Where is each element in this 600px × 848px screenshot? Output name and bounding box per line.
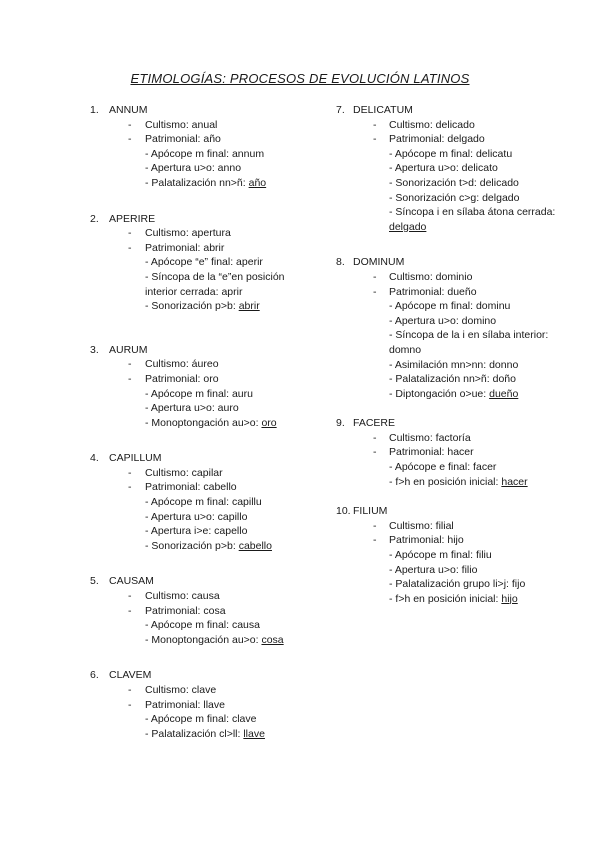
entry-heading xyxy=(90,103,315,118)
latin-word: CAPILLUM xyxy=(109,452,162,465)
dash-bullet: - xyxy=(128,241,132,254)
process-text: - Apertura u>o: auro xyxy=(145,402,239,415)
left-column xyxy=(90,103,315,741)
patrimonial-line xyxy=(336,285,561,300)
cultismo-line xyxy=(336,270,561,285)
cultismo-text: Cultismo: apertura xyxy=(145,227,231,240)
process-text: - Palatalización nn>ñ: xyxy=(145,176,249,189)
process-line xyxy=(336,205,561,234)
process-line xyxy=(336,577,561,592)
patrimonial-line xyxy=(336,445,561,460)
process-text: - Apócope e final: facer xyxy=(389,461,497,474)
patrimonial-text: Patrimonial: cabello xyxy=(145,481,237,494)
process-text: - Síncopa i en sílaba átona cerrada: xyxy=(389,206,556,219)
latin-word: ANNUM xyxy=(109,104,148,116)
cultismo-line xyxy=(336,431,561,446)
process-line xyxy=(336,563,561,578)
process-text: - Diptongación o>ue: xyxy=(389,387,490,400)
patrimonial-text: Patrimonial: hijo xyxy=(389,534,464,547)
process-text: - Apócope m final: annum xyxy=(145,147,265,160)
entry-heading xyxy=(336,103,561,118)
etymology-entry xyxy=(336,504,561,606)
entry-number: 5. xyxy=(90,575,99,588)
dash-bullet: - xyxy=(373,431,377,444)
patrimonial-line xyxy=(90,480,315,495)
entry-heading xyxy=(90,451,315,466)
process-text: - Sonorización p>b: xyxy=(145,539,239,552)
dash-bullet: - xyxy=(128,372,132,385)
process-text: - Síncopa de la “e”en posición interior cerrada: aprir xyxy=(145,270,285,298)
latin-word: CLAVEM xyxy=(109,669,152,682)
result-word: hijo xyxy=(501,592,518,605)
process-line xyxy=(336,161,561,176)
latin-word: AURUM xyxy=(109,343,148,356)
etymology-entry xyxy=(90,343,315,431)
result-word: oro xyxy=(261,416,277,429)
entry-number: 6. xyxy=(90,669,99,682)
process-line xyxy=(336,372,561,387)
dash-bullet: - xyxy=(128,466,132,479)
etymology-entry xyxy=(90,451,315,553)
patrimonial-text: Patrimonial: cosa xyxy=(145,604,226,617)
result-word: año xyxy=(248,176,267,189)
process-text: - Apócope m final: clave xyxy=(145,713,257,726)
process-line xyxy=(90,727,315,742)
cultismo-text: Cultismo: delicado xyxy=(389,118,475,131)
process-text: - Monoptongación au>o: xyxy=(145,416,262,429)
latin-word: APERIRE xyxy=(109,212,156,225)
etymology-entry xyxy=(336,255,561,401)
patrimonial-line xyxy=(336,132,561,147)
process-line xyxy=(336,314,561,329)
process-text: - Apertura i>e: capello xyxy=(145,525,248,538)
patrimonial-line xyxy=(336,533,561,548)
process-line xyxy=(336,299,561,314)
latin-word: DOMINUM xyxy=(353,256,405,269)
etymology-entry xyxy=(90,212,315,314)
dash-bullet: - xyxy=(128,133,132,146)
entry-heading xyxy=(336,416,561,431)
etymology-entry xyxy=(90,668,315,741)
entry-number: 8. xyxy=(336,256,345,269)
process-text: - Apócope m final: dominu xyxy=(389,300,511,313)
cultismo-line xyxy=(90,118,315,133)
entry-heading xyxy=(90,212,315,227)
dash-bullet: - xyxy=(373,285,377,298)
dash-bullet: - xyxy=(128,481,132,494)
entry-heading xyxy=(90,574,315,589)
patrimonial-text: Patrimonial: oro xyxy=(145,372,219,385)
dash-bullet: - xyxy=(373,534,377,547)
process-text: - Apócope m final: delicatu xyxy=(389,147,513,160)
process-text: - Apócope m final: capillu xyxy=(145,496,262,509)
dash-bullet: - xyxy=(128,227,132,240)
result-word: hacer xyxy=(501,475,528,488)
dash-bullet: - xyxy=(373,118,377,131)
dash-bullet: - xyxy=(373,519,377,532)
process-line xyxy=(336,328,561,357)
process-text: - Apertura u>o: domino xyxy=(389,314,497,327)
etymology-entry xyxy=(90,574,315,647)
cultismo-line xyxy=(90,589,315,604)
process-text: - Sonorización t>d: delicado xyxy=(389,176,519,189)
result-word: delgado xyxy=(389,220,427,233)
process-text: - Sonorización p>b: xyxy=(145,300,239,313)
patrimonial-line xyxy=(90,132,315,147)
process-line xyxy=(90,401,315,416)
entry-number: 1. xyxy=(90,104,99,116)
process-line xyxy=(90,299,315,314)
process-line xyxy=(336,460,561,475)
patrimonial-text: Patrimonial: llave xyxy=(145,698,225,711)
result-word: dueño xyxy=(489,387,519,400)
process-line xyxy=(90,176,315,191)
process-text: - Síncopa de la i en sílaba interior: domno xyxy=(389,329,549,356)
cultismo-line xyxy=(90,357,315,372)
process-line xyxy=(90,524,315,539)
entry-number: 10. xyxy=(336,505,351,518)
process-text: - f>h en posición inicial: xyxy=(389,475,502,488)
entry-number: 3. xyxy=(90,343,99,356)
patrimonial-text: Patrimonial: dueño xyxy=(389,285,477,298)
dash-bullet: - xyxy=(128,358,132,371)
entry-number: 9. xyxy=(336,417,345,430)
process-line xyxy=(90,147,315,162)
process-text: - Palatalización grupo li>j: fijo xyxy=(389,578,526,591)
dash-bullet: - xyxy=(128,604,132,617)
process-text: - Monoptongación au>o: xyxy=(145,633,262,646)
process-text: - Apócope m final: filiu xyxy=(389,549,492,562)
process-line xyxy=(336,358,561,373)
process-text: - Palatalización cl>ll: xyxy=(145,727,244,740)
cultismo-text: Cultismo: filial xyxy=(389,519,454,532)
process-line xyxy=(336,548,561,563)
patrimonial-text: Patrimonial: hacer xyxy=(389,446,474,459)
process-text: - Apócope m final: causa xyxy=(145,619,260,632)
process-line xyxy=(90,510,315,525)
entry-number: 4. xyxy=(90,452,99,465)
entry-heading xyxy=(336,255,561,270)
cultismo-text: Cultismo: áureo xyxy=(145,358,219,371)
process-line xyxy=(90,270,315,299)
process-text: - Asimilación mn>nn: donno xyxy=(389,358,519,371)
dash-bullet: - xyxy=(128,698,132,711)
patrimonial-line xyxy=(90,372,315,387)
result-word: llave xyxy=(243,727,265,740)
entry-heading xyxy=(336,504,561,519)
patrimonial-text: Patrimonial: año xyxy=(145,133,221,146)
process-text: - Apertura u>o: capillo xyxy=(145,510,248,523)
patrimonial-line xyxy=(90,698,315,713)
process-line xyxy=(336,592,561,607)
patrimonial-line xyxy=(90,604,315,619)
latin-word: FACERE xyxy=(353,417,396,430)
etymology-entry xyxy=(336,103,561,234)
process-text: - Apertura u>o: anno xyxy=(145,162,242,175)
cultismo-text: Cultismo: clave xyxy=(145,684,217,696)
process-text: - Apertura u>o: delicato xyxy=(389,162,498,175)
page-title: ETIMOLOGÍAS: PROCESOS DE EVOLUCIÓN LATINOS xyxy=(130,71,470,86)
process-text: - Sonorización c>g: delgado xyxy=(389,191,520,204)
process-line xyxy=(90,495,315,510)
process-line xyxy=(90,255,315,270)
process-line xyxy=(90,387,315,402)
dash-bullet: - xyxy=(128,684,132,696)
process-line xyxy=(336,176,561,191)
cultismo-line xyxy=(336,118,561,133)
cultismo-text: Cultismo: causa xyxy=(145,590,220,603)
latin-word: DELICATUM xyxy=(353,104,413,116)
dash-bullet: - xyxy=(373,133,377,146)
process-line xyxy=(90,633,315,648)
cultismo-text: Cultismo: capilar xyxy=(145,466,223,479)
dash-bullet: - xyxy=(128,590,132,603)
patrimonial-line xyxy=(90,241,315,256)
process-text: - f>h en posición inicial: xyxy=(389,592,502,605)
cultismo-line xyxy=(90,466,315,481)
patrimonial-text: Patrimonial: delgado xyxy=(389,133,485,146)
dash-bullet: - xyxy=(128,118,132,131)
result-word: abrir xyxy=(238,300,260,313)
cultismo-line xyxy=(90,226,315,241)
entry-number: 2. xyxy=(90,212,99,225)
process-line xyxy=(336,191,561,206)
cultismo-line xyxy=(90,683,315,698)
dash-bullet: - xyxy=(373,446,377,459)
process-line xyxy=(90,618,315,633)
process-line xyxy=(90,712,315,727)
process-line xyxy=(90,416,315,431)
result-word: cosa xyxy=(261,633,284,646)
process-text: - Apócope “e” final: aperir xyxy=(145,256,263,269)
latin-word: CAUSAM xyxy=(109,575,154,588)
dash-bullet: - xyxy=(373,270,377,283)
process-text: - Apócope m final: auru xyxy=(145,387,253,400)
entry-heading xyxy=(90,343,315,358)
result-word: cabello xyxy=(238,539,272,552)
process-text: - Apertura u>o: filio xyxy=(389,563,478,576)
process-line xyxy=(336,387,561,402)
cultismo-text: Cultismo: factoría xyxy=(389,431,471,444)
right-column xyxy=(336,103,561,606)
entry-heading xyxy=(90,668,315,683)
process-line xyxy=(90,539,315,554)
etymology-entry xyxy=(336,416,561,489)
entry-number: 7. xyxy=(336,104,345,116)
etymology-entry xyxy=(90,103,315,191)
cultismo-text: Cultismo: anual xyxy=(145,118,218,131)
process-line xyxy=(90,161,315,176)
process-text: - Palatalización nn>ñ: doño xyxy=(389,373,516,386)
process-line xyxy=(336,147,561,162)
process-line xyxy=(336,475,561,490)
cultismo-text: Cultismo: dominio xyxy=(389,270,473,283)
latin-word: FILIUM xyxy=(353,505,388,518)
patrimonial-text: Patrimonial: abrir xyxy=(145,241,225,254)
cultismo-line xyxy=(336,519,561,534)
